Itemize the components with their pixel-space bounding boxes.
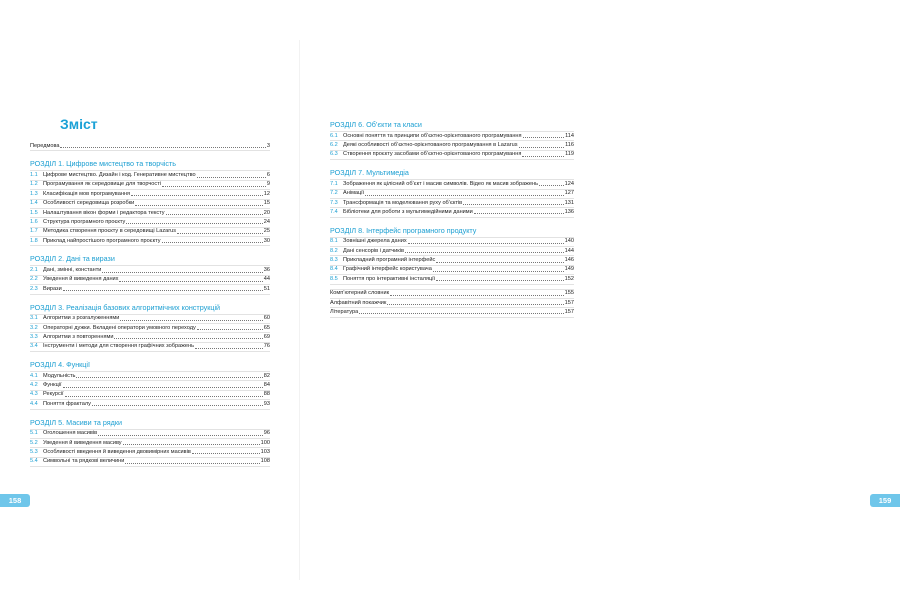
toc-entry — [30, 448, 270, 456]
entry-page: 157 — [564, 308, 574, 315]
dot-leader — [463, 204, 564, 205]
toc-entry — [30, 266, 270, 274]
dot-leader — [76, 377, 262, 378]
entry-title: Дані сенсорів і датчиків — [343, 247, 404, 254]
entry-number: 2.1 — [30, 267, 38, 274]
entry-number: 5.3 — [30, 448, 38, 455]
entry-text — [43, 449, 270, 456]
dot-leader — [177, 233, 263, 234]
entry-page: 6 — [266, 172, 270, 179]
entry-page: 131 — [564, 199, 574, 206]
dot-leader — [474, 213, 564, 214]
toc-entry — [330, 299, 574, 307]
toc-entry — [30, 218, 270, 226]
entry-title: Зовнішні джерела даних — [343, 238, 407, 245]
entry-text — [43, 373, 270, 380]
dot-leader — [98, 435, 263, 436]
toc-entry — [30, 276, 270, 284]
dot-leader — [162, 242, 263, 243]
entry-title: Алфавітний покажчик — [330, 299, 387, 306]
dot-leader — [135, 205, 262, 206]
page-number-left: 158 — [0, 494, 30, 507]
section-heading: РОЗДІЛ 6. Об’єкти та класи — [330, 120, 422, 129]
entry-number: 1.3 — [30, 190, 38, 197]
entry-title: Класифікація мов програмування — [43, 190, 131, 197]
dot-leader — [539, 185, 564, 186]
entry-title: Особливості введення й виведення двовимірних масивів — [43, 448, 191, 455]
entry-number: 6.1 — [330, 132, 338, 139]
entry-number: 5.2 — [30, 439, 38, 446]
entry-text — [43, 219, 270, 226]
divider — [30, 150, 270, 151]
entry-page: 140 — [564, 238, 574, 245]
entry-page: 93 — [263, 400, 270, 407]
dot-leader — [405, 252, 564, 253]
entry-title: Функції — [43, 382, 62, 389]
toc-entry — [330, 308, 574, 316]
entry-number: 3.2 — [30, 324, 38, 331]
dot-leader — [162, 186, 266, 187]
entry-page: 82 — [263, 372, 270, 379]
toc-entry — [330, 132, 574, 140]
entry-number: 1.8 — [30, 237, 38, 244]
dot-leader — [522, 156, 564, 157]
entry-page: 25 — [263, 228, 270, 235]
entry-text — [43, 315, 270, 322]
dot-leader — [433, 271, 564, 272]
entry-number: 4.1 — [30, 372, 38, 379]
entry-title: Приклад найпростішого програмного проєкту — [43, 237, 161, 244]
dot-leader — [119, 281, 262, 282]
entry-text — [343, 266, 574, 273]
divider — [330, 217, 574, 218]
entry-page: 69 — [263, 333, 270, 340]
section-heading: РОЗДІЛ 3. Реалізація базових алгоритмічних конструкцій — [30, 302, 221, 312]
dot-leader — [192, 453, 260, 454]
toc-entry — [30, 430, 270, 438]
entry-number: 4.4 — [30, 400, 38, 407]
entry-page: 44 — [263, 276, 270, 283]
entry-title: Алгоритми з розгалуженнями — [43, 315, 120, 322]
entry-page: 15 — [263, 200, 270, 207]
entry-text — [43, 401, 270, 408]
entry-title: Рекурсії — [43, 391, 64, 398]
toc-entry — [30, 439, 270, 447]
divider — [30, 294, 270, 295]
entry-title: Вирази — [43, 285, 62, 292]
toc-entry — [30, 285, 270, 293]
entry-page: 65 — [263, 324, 270, 331]
section-heading: РОЗДІЛ 4. Функції — [30, 360, 91, 369]
entry-number: 2.2 — [30, 276, 38, 283]
toc-entry — [30, 400, 270, 408]
entry-page: 136 — [564, 208, 574, 215]
entry-title: Основні поняття та принципи об’єктно-орієнтованого програмування — [343, 132, 522, 139]
entry-title: Бібліотеки для роботи з мультимедійними даними — [343, 208, 473, 215]
back-matter — [330, 289, 574, 318]
dot-leader — [63, 290, 263, 291]
toc-entry — [30, 333, 270, 341]
entry-text — [343, 181, 574, 188]
entry-title: Особливості середовища розробки — [43, 200, 135, 207]
entry-title: Алгоритми з повтореннями — [43, 333, 114, 340]
entry-page: 114 — [565, 132, 574, 139]
toc-entry — [30, 237, 270, 245]
entry-page: 157 — [564, 299, 574, 306]
entry-title: Цифрове мистецтво. Дизайн і код. Генеративне мистецтво — [43, 172, 196, 179]
entry-text — [43, 440, 270, 447]
toc-entry — [30, 343, 270, 351]
entry-page: 20 — [263, 209, 270, 216]
entry-page: 51 — [263, 285, 270, 292]
page-number-right: 159 — [870, 494, 900, 507]
entry-number: 4.3 — [30, 391, 38, 398]
toc-entry — [30, 228, 270, 236]
divider — [30, 245, 270, 246]
entry-title: Передмова — [30, 142, 60, 149]
entry-number: 1.7 — [30, 228, 38, 235]
dot-leader — [390, 295, 564, 296]
entry-page: 9 — [266, 181, 270, 188]
entry-title: Анімації — [343, 190, 365, 197]
entry-page: 149 — [564, 266, 574, 273]
entry-title: Уведення й виведення даних — [43, 276, 119, 283]
toc-entry — [30, 381, 270, 389]
divider — [330, 284, 574, 285]
dot-leader — [131, 195, 263, 196]
dot-leader — [92, 405, 263, 406]
entry-title: Символьні та рядкові величини — [43, 458, 125, 465]
entry-number: 3.4 — [30, 343, 38, 350]
entry-number: 7.1 — [330, 180, 338, 187]
divider — [330, 317, 574, 318]
entry-text — [43, 200, 270, 207]
entry-title: Зображення як цілісний об’єкт і масив символів. Відео як масив зображень — [343, 180, 539, 187]
entry-page: 100 — [260, 439, 270, 446]
entry-page: 146 — [564, 257, 574, 264]
dot-leader — [359, 313, 563, 314]
page-title: Зміст — [60, 116, 98, 132]
entry-text — [43, 325, 270, 332]
entry-number: 5.1 — [30, 430, 38, 437]
toc-entry — [330, 238, 574, 246]
entry-text — [43, 343, 270, 350]
entry-text — [330, 300, 574, 307]
entry-page: 60 — [263, 315, 270, 322]
entry-page: 116 — [565, 142, 574, 149]
entry-text — [343, 151, 574, 158]
toc-entry — [330, 141, 574, 149]
entry-text — [43, 210, 270, 217]
toc-entry — [30, 190, 270, 198]
dot-leader — [126, 223, 262, 224]
toc-entry — [30, 391, 270, 399]
entry-text — [43, 228, 270, 235]
entry-title: Графічний інтерфейс користувача — [343, 266, 432, 273]
toc-entry — [30, 324, 270, 332]
entry-number: 1.4 — [30, 200, 38, 207]
entry-text — [343, 238, 574, 245]
section-heading: РОЗДІЛ 1. Цифрове мистецтво та творчість — [30, 159, 177, 169]
entry-title: Інструменти і методи для створення графічних зображень — [43, 343, 195, 350]
entry-text — [43, 172, 270, 179]
entry-text — [43, 382, 270, 389]
dot-leader — [408, 243, 564, 244]
entry-page: 12 — [263, 190, 270, 197]
entry-page: 119 — [565, 151, 574, 158]
entry-text — [330, 290, 574, 297]
entry-title: Операторні дужки. Вкладені оператори умовного переходу — [43, 324, 196, 331]
entry-page: 103 — [260, 448, 270, 455]
toc-entry — [330, 180, 574, 188]
entry-title: Уведення й виведення масиву — [43, 439, 122, 446]
entry-text — [43, 267, 270, 274]
toc-entry — [30, 372, 270, 380]
entry-text — [343, 248, 574, 255]
toc-entry — [330, 151, 574, 159]
entry-number: 2.3 — [30, 285, 38, 292]
entry-page: 30 — [263, 237, 270, 244]
section-heading: РОЗДІЛ 8. Інтерфейс програмного продукту — [330, 225, 477, 235]
dot-leader — [365, 195, 564, 196]
toc-entry — [330, 199, 574, 207]
entry-text — [343, 190, 574, 197]
entry-page: 24 — [263, 218, 270, 225]
dot-leader — [387, 304, 563, 305]
entry-number: 8.1 — [330, 238, 338, 245]
entry-title: Прикладний програмний інтерфейс — [343, 257, 436, 264]
toc-entry — [30, 142, 270, 150]
entry-number: 3.3 — [30, 333, 38, 340]
section-heading: РОЗДІЛ 5. Масиви та рядки — [30, 417, 123, 427]
dot-leader — [102, 272, 262, 273]
entry-number: 6.3 — [330, 151, 338, 158]
toc-entry — [330, 266, 574, 274]
dot-leader — [60, 147, 265, 148]
entry-number: 8.5 — [330, 275, 338, 282]
divider — [30, 409, 270, 410]
dot-leader — [166, 214, 263, 215]
dot-leader — [436, 280, 564, 281]
entry-number: 1.1 — [30, 172, 38, 179]
entry-page: 36 — [263, 267, 270, 274]
toc-entry — [30, 171, 270, 179]
dot-leader — [125, 463, 259, 464]
entry-page: 3 — [266, 142, 270, 149]
entry-text — [343, 200, 574, 207]
entry-text — [30, 143, 270, 150]
entry-number: 8.3 — [330, 257, 338, 264]
entry-text — [43, 238, 270, 245]
dot-leader — [197, 329, 263, 330]
dot-leader — [63, 387, 263, 388]
entry-title: Поняття фракталу — [43, 400, 91, 407]
entry-text — [43, 276, 270, 283]
entry-number: 7.2 — [330, 190, 338, 197]
toc-entry — [330, 256, 574, 264]
entry-number: 1.2 — [30, 181, 38, 188]
entry-title: Поняття про інтерактивні інсталяції — [343, 275, 436, 282]
entry-text — [43, 191, 270, 198]
toc-entry — [30, 458, 270, 466]
entry-title: Комп’ютерний словник — [330, 290, 390, 297]
entry-number: 3.1 — [30, 315, 38, 322]
entry-title: Програмування як середовище для творчості — [43, 181, 162, 188]
entry-page: 108 — [260, 458, 270, 465]
toc-column-right — [330, 112, 574, 318]
entry-title: Створення проєкту засобами об’єктно-орієнтованого програмування — [343, 151, 522, 158]
entry-number: 8.4 — [330, 266, 338, 273]
entry-page: 127 — [564, 190, 574, 197]
entry-title: Методика створення проєкту в середовищі Lazarus — [43, 228, 177, 235]
section-heading: РОЗДІЛ 7. Мультимедіа — [330, 168, 409, 178]
divider — [330, 159, 574, 160]
toc-entry — [30, 181, 270, 189]
dot-leader — [120, 320, 262, 321]
dot-leader — [114, 338, 262, 339]
entry-number: 7.3 — [330, 199, 338, 206]
dot-leader — [123, 444, 260, 445]
toc-entry — [30, 200, 270, 208]
entry-page: 88 — [263, 391, 270, 398]
entry-number: 6.2 — [330, 142, 338, 149]
entry-number: 5.4 — [30, 458, 38, 465]
entry-title: Оголошення масивів — [43, 430, 98, 437]
entry-page: 84 — [263, 382, 270, 389]
toc-entry — [30, 209, 270, 217]
entry-text — [343, 276, 574, 283]
entry-text — [343, 142, 574, 149]
toc-entry — [330, 290, 574, 298]
left-page — [0, 0, 300, 600]
entry-page: 152 — [564, 275, 574, 282]
entry-text — [43, 391, 270, 398]
toc-column-left — [30, 142, 270, 467]
dot-leader — [65, 396, 263, 397]
entry-title: Налаштування вікон форми і редактора тексту — [43, 209, 165, 216]
dot-leader — [436, 262, 563, 263]
toc-entry — [30, 315, 270, 323]
toc-entry — [330, 247, 574, 255]
entry-text — [43, 181, 270, 188]
entry-number: 8.2 — [330, 247, 338, 254]
entry-title: Дані, змінні, константи — [43, 267, 102, 274]
entry-number: 7.4 — [330, 208, 338, 215]
section-heading: РОЗДІЛ 2. Дані та вирази — [30, 254, 115, 264]
dot-leader — [197, 177, 266, 178]
entry-page: 144 — [564, 247, 574, 254]
entry-title: Модульність — [43, 372, 76, 379]
divider — [30, 351, 270, 352]
entry-number: 1.5 — [30, 209, 38, 216]
toc-entry — [330, 208, 574, 216]
dot-leader — [195, 348, 263, 349]
entry-title: Структура програмного проєкту — [43, 218, 126, 225]
entry-title: Деякі особливості об’єктно-орієнтованого програмування в Lazarus — [343, 142, 518, 149]
entry-text — [343, 133, 574, 140]
entry-page: 155 — [564, 290, 574, 297]
entry-title: Трансформація та моделювання руху об’єктів — [343, 199, 463, 206]
entry-text — [343, 209, 574, 216]
entry-title: Література — [330, 308, 359, 315]
entry-page: 124 — [564, 180, 574, 187]
entry-number: 4.2 — [30, 382, 38, 389]
entry-page: 76 — [263, 343, 270, 350]
entry-page: 96 — [263, 430, 270, 437]
dot-leader — [519, 147, 565, 148]
toc-entry — [330, 190, 574, 198]
divider — [30, 466, 270, 467]
entry-text — [43, 430, 270, 437]
right-page — [300, 0, 892, 600]
entry-text — [330, 309, 574, 316]
dot-leader — [523, 137, 565, 138]
entry-number: 1.6 — [30, 218, 38, 225]
toc-entry — [330, 275, 574, 283]
entry-text — [343, 257, 574, 264]
entry-text — [43, 334, 270, 341]
entry-text — [43, 458, 270, 465]
entry-text — [43, 286, 270, 293]
